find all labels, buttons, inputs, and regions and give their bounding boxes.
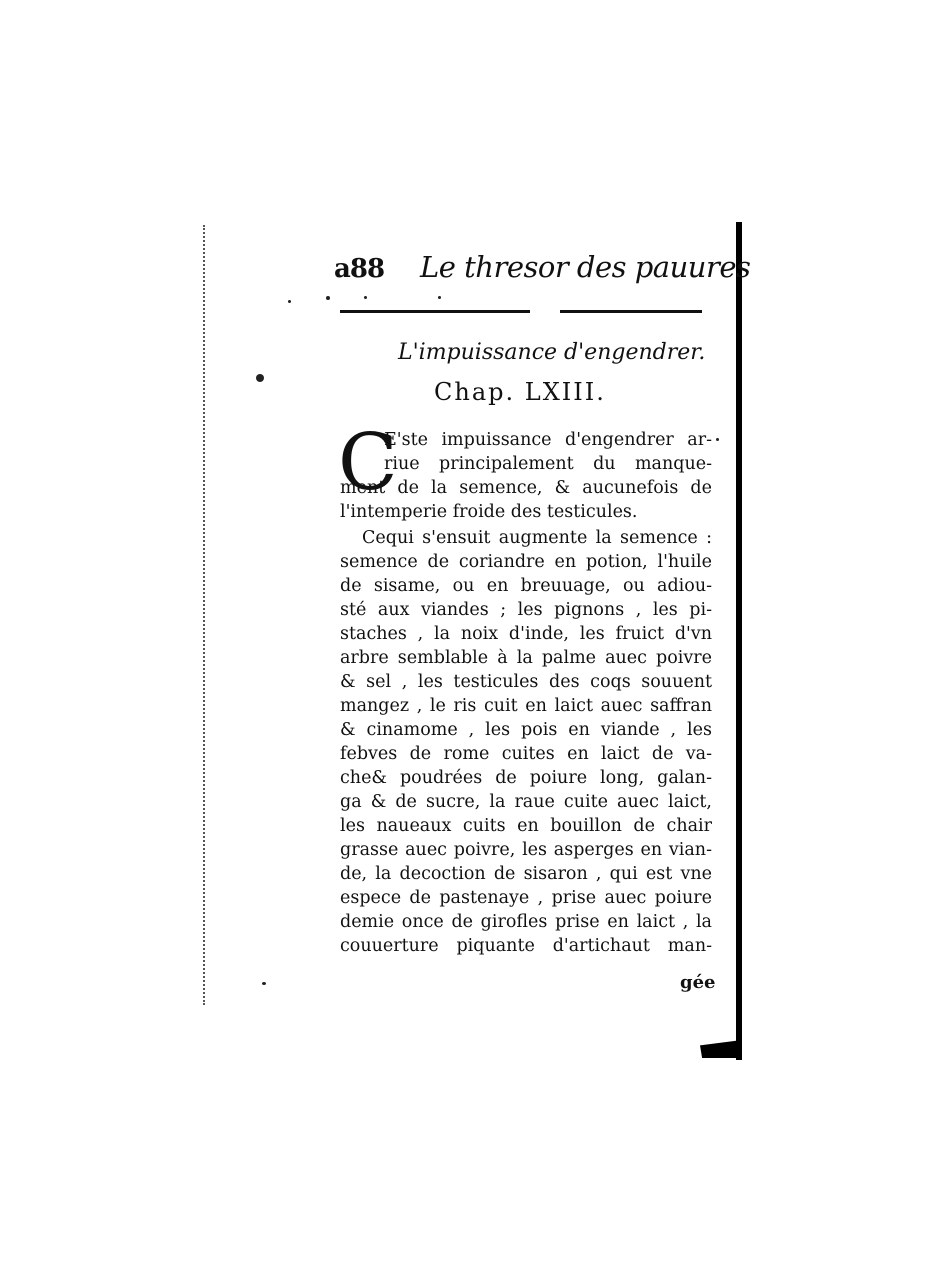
text-line: mangez , le ris cuit en laict auec saffran	[340, 696, 712, 716]
header-rule-right	[560, 310, 702, 313]
text-line: staches , la noix d'inde, les fruict d'vn	[340, 624, 712, 644]
chapter-heading: Chap. LXIII.	[434, 378, 606, 406]
text-line: riue principalement du manque-	[384, 454, 712, 474]
page-number: a88	[334, 254, 385, 284]
scan-speck	[326, 296, 330, 300]
page-gutter-edge	[203, 225, 207, 1005]
text-line: & sel , les testicules des coqs souuent	[340, 672, 712, 692]
text-line: les naueaux cuits en bouillon de chair	[340, 816, 712, 836]
page-edge-shadow	[736, 222, 742, 1060]
text-line: grasse auec poivre, les asperges en vian-	[340, 840, 712, 860]
page-header	[334, 248, 751, 288]
scan-speck	[364, 296, 367, 299]
text-line: semence de coriandre en potion, l'huile	[340, 552, 712, 572]
text-line: ment de la semence, & aucunefois de	[340, 478, 712, 498]
section-title: L'impuissance d'engendrer.	[398, 340, 706, 365]
text-line: & cinamome , les pois en viande , les	[340, 720, 712, 740]
scan-speck	[256, 374, 264, 382]
text-line: E'ste impuissance d'engendrer ar-	[384, 430, 712, 450]
text-line: febves de rome cuites en laict de va-	[340, 744, 712, 764]
text-line: sté aux viandes ; les pignons , les pi-	[340, 600, 712, 620]
drop-cap: C	[338, 418, 398, 508]
text-line: de sisame, ou en breuuage, ou adiou-	[340, 576, 712, 596]
scan-speck	[438, 296, 441, 299]
text-line: arbre semblable à la palme auec poivre	[340, 648, 712, 668]
text-line: de, la decoction de sisaron , qui est vne	[340, 864, 712, 884]
text-line: ga & de sucre, la raue cuite auec laict,	[340, 792, 712, 812]
text-line: l'intemperie froide des testicules.	[340, 502, 638, 522]
text-line: espece de pastenaye , prise auec poiure	[340, 888, 712, 908]
text-line: demie once de girofles prise en laict , la	[340, 912, 712, 932]
text-line: che& poudrées de poiure long, galan-	[340, 768, 712, 788]
text-line: Cequi s'ensuit augmente la semence :	[362, 528, 712, 548]
catchword: gée	[680, 972, 716, 993]
scan-speck	[288, 300, 291, 303]
text-line: couuerture piquante d'artichaut man-	[340, 936, 712, 956]
header-rule-left	[340, 310, 530, 313]
running-title: Le thresor des pauures	[420, 250, 751, 284]
scan-speck	[262, 982, 266, 985]
scan-speck	[716, 438, 719, 441]
